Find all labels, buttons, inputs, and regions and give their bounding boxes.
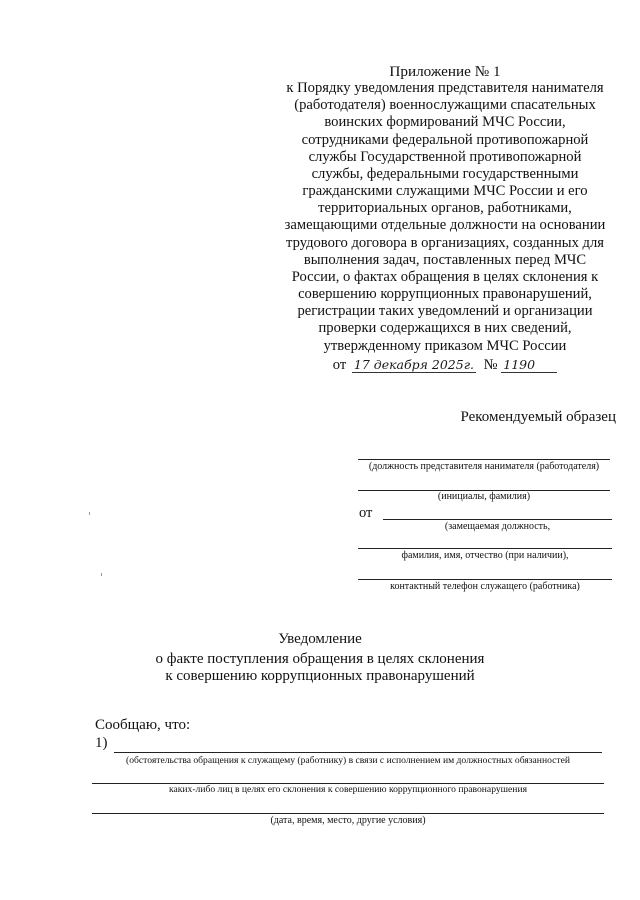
order-reference	[270, 357, 620, 374]
order-number-sign: №	[483, 357, 498, 373]
header-line: к Порядку уведомления представителя нанимателя	[286, 80, 604, 97]
handwritten-order-date: 17 декабря 2025г.	[353, 357, 474, 372]
datetime-line	[92, 813, 604, 814]
datetime-caption: (дата, время, место, другие условия)	[270, 815, 426, 826]
item-number: 1)	[95, 735, 108, 751]
scan-artifact-mark	[89, 512, 90, 515]
report-intro: Сообщаю, что:	[95, 717, 191, 733]
from-word: от	[359, 505, 373, 521]
phone-caption: контактный телефон служащего (работника)	[390, 581, 580, 592]
header-line: проверки содержащихся в них сведений,	[318, 320, 572, 337]
persons-caption: каких-либо лиц в целях его склонения к совершению коррупционного правонарушения	[168, 784, 527, 795]
header-line: трудового договора в организациях, созданных для	[286, 234, 604, 251]
position-caption: (должность представителя нанимателя (работодателя)	[368, 461, 600, 472]
recommended-sample-label: Рекомендуемый образец	[460, 409, 616, 425]
position-line	[358, 459, 610, 460]
circumstances-caption: (обстоятельства обращения к служащему (работнику) в связи с исполнением им должностных обязанностей	[126, 755, 570, 766]
full-name-caption: фамилия, имя, отчество (при наличии),	[401, 550, 569, 561]
handwritten-order-number: 1190	[501, 357, 557, 373]
header-line: гражданскими служащими МЧС России и его	[302, 183, 588, 200]
header-line: сотрудниками федеральной противопожарной	[301, 131, 589, 148]
notice-subtitle-line1: о факте поступления обращения в целях склонения	[155, 651, 485, 667]
header-line: службы, федеральными государственными	[311, 165, 579, 182]
appendix-header	[270, 63, 620, 355]
full-name-line	[358, 548, 612, 549]
order-prefix: от	[332, 357, 347, 373]
header-line: воинских формирований МЧС России,	[324, 114, 566, 131]
header-line: (работодателя) военнослужащими спасательных	[294, 97, 596, 114]
scan-artifact-mark	[101, 573, 102, 576]
replaced-position-line	[383, 519, 612, 520]
header-line: выполнения задач, поставленных перед МЧС	[303, 251, 587, 268]
header-line: службы Государственной противопожарной	[308, 148, 582, 165]
header-line: совершению коррупционных правонарушений,	[298, 286, 592, 303]
header-line: утвержденному приказом МЧС России	[323, 337, 567, 354]
initials-caption: (инициалы, фамилия)	[437, 491, 531, 502]
phone-line	[358, 579, 612, 580]
notice-title: Уведомление	[278, 631, 362, 647]
header-line: регистрации таких уведомлений и организации	[297, 303, 593, 320]
circumstances-line	[114, 752, 602, 753]
header-line: России, о фактах обращения в целях склонения к	[291, 268, 599, 285]
replaced-position-caption: (замещаемая должность,	[444, 521, 551, 532]
header-line: территориальных органов, работниками,	[318, 200, 572, 217]
notice-subtitle-line2: к совершению коррупционных правонарушений	[165, 668, 475, 684]
header-line: замещающими отдельные должности на основании	[284, 217, 606, 234]
appendix-title: Приложение № 1	[389, 63, 501, 80]
